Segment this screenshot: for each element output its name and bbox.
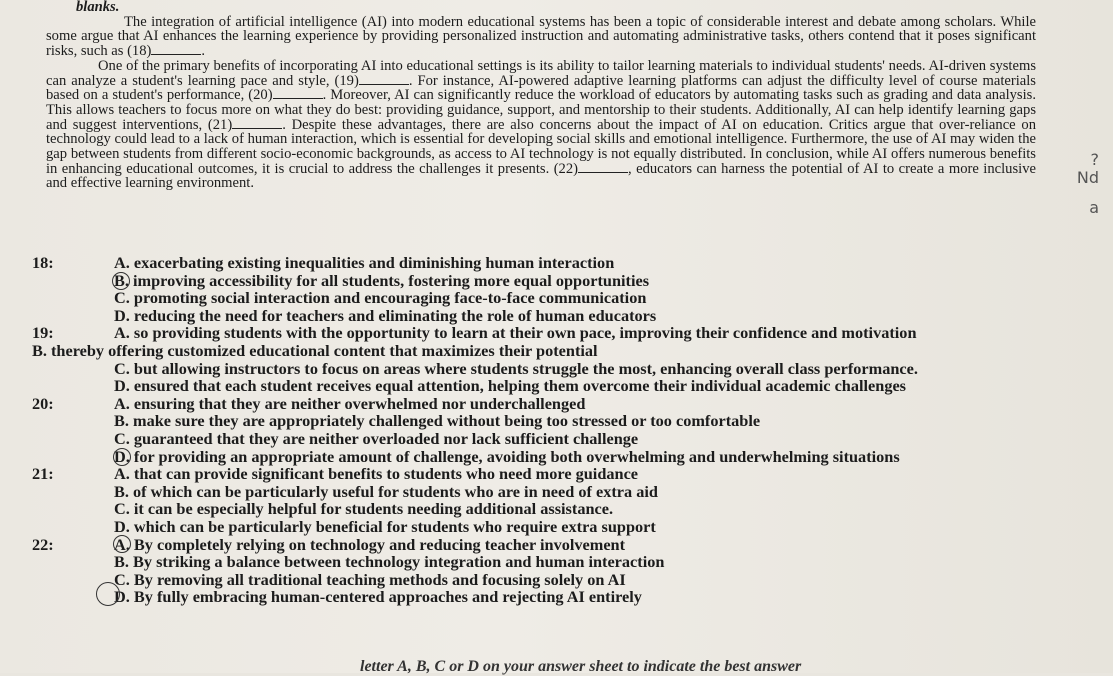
passage-text-19: One of the primary benefits of incorporating AI into educational settings is its ability to tailor learning materials to individual students' needs. AI-driven systems can analyze a student's learning pace and style, (19): [46, 57, 1036, 89]
option-22-a: A. By completely relying on technology and reducing teacher involvement: [114, 534, 626, 554]
question-21: [32, 465, 1072, 483]
margin-mark-3: a: [1089, 198, 1099, 217]
question-22: [32, 536, 1072, 554]
blank-21: [232, 128, 282, 129]
option-21-d: D. which can be particularly beneficial for students who require extra support: [114, 516, 656, 536]
question-number: 18:: [32, 253, 54, 272]
passage-text-21: . Moreover, AI can significantly reduce the workload of educators by automating tasks such as grading and data analysis. This allows teachers to focus more on what they do best: providing guidance, support, and mentorship to their students. Additionally, AI can help identify learning gaps and suggest interventions, (21): [46, 87, 1036, 133]
passage-text-20: . For instance, AI-powered adaptive learning platforms can adjust the difficulty level of course materials based on a student's performance, (20): [46, 72, 1036, 104]
passage-text-18: The integration of artificial intelligence (AI) into modern educational systems has been a topic of considerable interest and debate among scholars. While some argue that AI enhances the learning experience by providing personalized instruction and automating administrative tasks, others contend that it poses significant risks, such as (18): [46, 13, 1036, 60]
margin-mark-2: Nd: [1076, 168, 1099, 187]
handwritten-circle-20c: [113, 448, 131, 466]
passage-paragraph-2: [46, 59, 1036, 191]
option-18-b: B. improving accessibility for all students, fostering more equal opportunities: [114, 270, 650, 290]
option-19-a: A. so providing students with the opportunity to learn at their own pace, improving their confidence and motivation: [114, 323, 917, 343]
handwritten-circle-22a: [96, 582, 120, 606]
passage-paragraph-1: The integration of artificial intelligence (AI) into modern educational systems has been a topic of considerable interest and debate among scholars. While some argue that AI enhances the learning experience by providing personalized instruction and automating administrative tasks, others contend that it poses significant risks, such as (18) .: [46, 13, 1036, 60]
answer-instruction: letter A, B, C or D on your answer sheet to indicate the best answer: [360, 658, 802, 675]
passage-heading: blanks.: [76, 0, 120, 15]
option-20-a: A. ensuring that they are neither overwhelmed nor underchallenged: [114, 393, 586, 413]
option-22-d: D. By fully embracing human-centered approaches and rejecting AI entirely: [114, 587, 642, 607]
margin-mark-1: ?: [1090, 150, 1099, 169]
option-22-b: B. By striking a balance between technology integration and human interaction: [114, 552, 665, 572]
option-20-b: B. make sure they are appropriately challenged without being too stressed or too comfortable: [114, 411, 761, 431]
handwritten-circle-21c: [113, 535, 131, 553]
option-18-d: D. reducing the need for teachers and eliminating the role of human educators: [114, 305, 657, 325]
blank-22: [578, 172, 628, 173]
question-number: 19:: [32, 323, 54, 343]
passage: [46, 0, 1036, 191]
passage-text-22: . Despite these advantages, there are also concerns about the impact of AI on education. Critics argue that over-reliance on technology could lead to a lack of human interaction, which is essential for developing social skills and emotional intelligence. Furthermore, the use of AI may widen the gap between students from different socio-economic backgrounds, as access to AI technology is not equally distributed. In conclusion, while AI offers numerous benefits in enhancing educational outcomes, it is crucial to address the challenges it presents. (22): [46, 116, 1036, 177]
handwritten-circle-18b: [112, 272, 130, 290]
passage-text-end: , educators can harness the potential of AI to create a more inclusive and effective learning environment.: [46, 160, 1036, 192]
question-number: 20:: [32, 393, 54, 413]
question-list: [32, 254, 1072, 606]
blank-18: [151, 54, 201, 55]
question-19: [32, 324, 1072, 342]
blank-20: [273, 98, 323, 99]
option-18-a: A. exacerbating existing inequalities and diminishing human interaction: [114, 253, 615, 272]
option-21-c: C. it can be especially helpful for students needing additional assistance.: [114, 499, 614, 519]
option-19-c: C. but allowing instructors to focus on areas where students struggle the most, enhancing overall class performance.: [114, 358, 918, 378]
option-20-c: C. guaranteed that they are neither overloaded nor lack sufficient challenge: [114, 428, 639, 448]
question-18: [32, 254, 1072, 272]
question-20: [32, 395, 1072, 413]
option-19-b: B. thereby offering customized educational content that maximizes their potential: [32, 340, 598, 360]
question-number: 21:: [32, 464, 54, 484]
option-22-c: C. By removing all traditional teaching methods and focusing solely on AI: [114, 569, 626, 589]
option-21-b: B. of which can be particularly useful for students who are in need of extra aid: [114, 481, 658, 501]
blank-19: [359, 84, 409, 85]
option-21-a: A. that can provide significant benefits to students who need more guidance: [114, 464, 639, 484]
option-20-d: D. for providing an appropriate amount of challenge, avoiding both overwhelming and underwhelming situations: [114, 446, 900, 466]
question-number: 22:: [32, 534, 54, 554]
option-19-d: D. ensured that each student receives equal attention, helping them overcome their individual academic challenges: [114, 376, 907, 396]
option-18-c: C. promoting social interaction and encouraging face-to-face communication: [114, 288, 647, 308]
